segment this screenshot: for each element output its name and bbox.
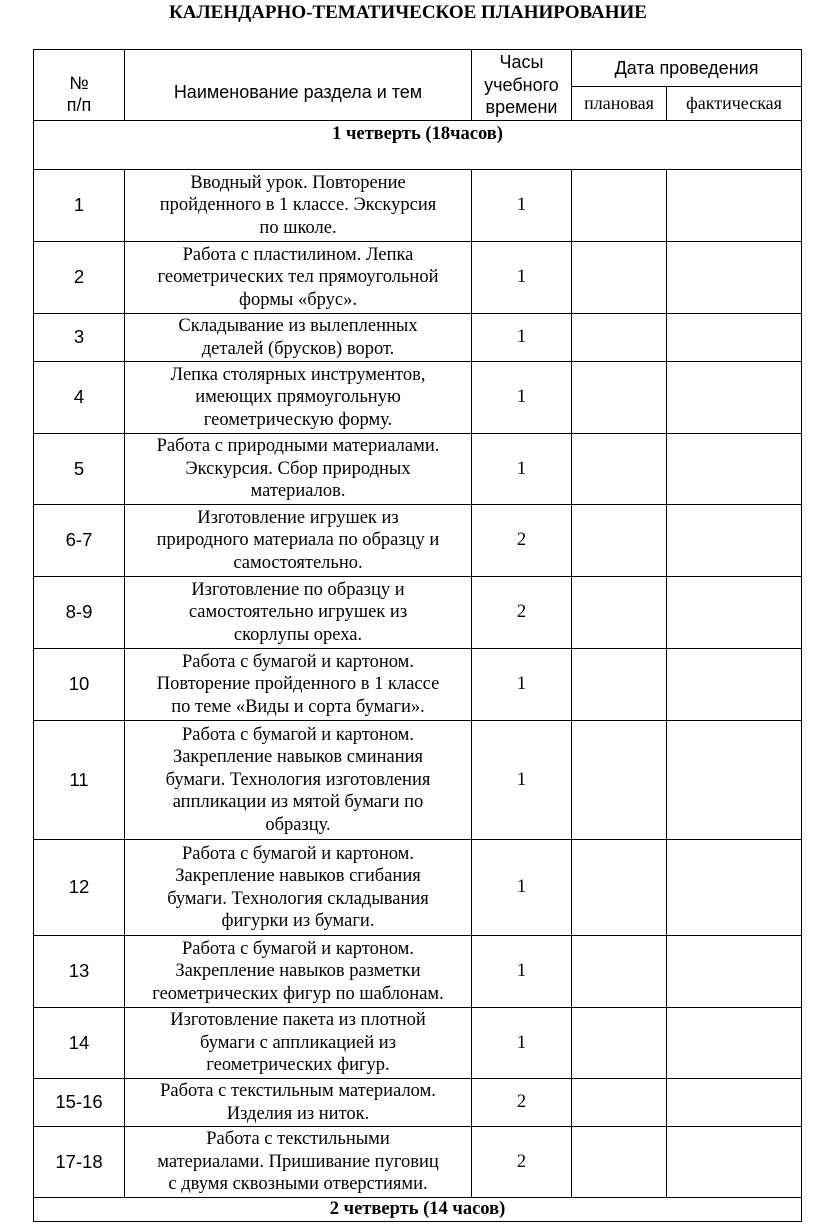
row-hours: 1	[472, 434, 572, 505]
topic-line: Закрепление навыков сгибания	[175, 866, 421, 886]
row-topic	[125, 434, 472, 505]
page-title: КАЛЕНДАРНО-ТЕМАТИЧЕСКОЕ ПЛАНИРОВАНИЕ	[169, 2, 647, 23]
row-topic	[125, 1008, 472, 1079]
row-number: 2	[34, 242, 125, 314]
table-row	[34, 649, 802, 721]
row-topic	[125, 362, 472, 434]
topic-line: самостоятельно.	[233, 552, 363, 573]
row-number: 14	[34, 1008, 125, 1079]
topic-line: Изготовление пакета из плотной	[170, 1010, 426, 1031]
topic-line: фигурки из бумаги.	[221, 911, 375, 931]
header-date: Дата проведения	[572, 50, 802, 87]
topic-line: формы «брус».	[239, 289, 357, 310]
row-planned-date	[572, 362, 667, 434]
row-hours: 1	[472, 840, 572, 936]
header-number-line: п/п	[66, 95, 92, 115]
row-topic	[125, 1079, 472, 1127]
topic-line: Работа с природными материалами.	[156, 436, 440, 457]
quarter-heading: 2 четверть (14 часов)	[34, 1198, 802, 1222]
topic-line: Закрепление навыков сминания	[172, 747, 424, 768]
row-actual-date	[667, 649, 802, 721]
row-topic	[125, 649, 472, 721]
row-number: 6-7	[34, 505, 125, 577]
row-actual-date	[667, 721, 802, 840]
topic-line: Работа с текстильным материалом.	[160, 1081, 436, 1101]
table-row	[34, 1127, 802, 1198]
row-actual-date	[667, 936, 802, 1008]
table-row	[34, 1008, 802, 1079]
row-actual-date	[667, 434, 802, 505]
topic-line: пройденного в 1 классе. Экскурсия	[159, 195, 437, 216]
topic-line: Работа с текстильными	[206, 1129, 390, 1150]
table-row	[34, 242, 802, 314]
row-actual-date	[667, 170, 802, 242]
topic-line: материалами. Пришивание пуговиц	[157, 1151, 439, 1172]
topic-line: геометрических фигур по шаблонам.	[152, 983, 444, 1004]
topic-line: по теме «Виды и сорта бумаги».	[171, 696, 425, 717]
topic-line: Изготовление игрушек из	[197, 507, 399, 528]
row-planned-date	[572, 721, 667, 840]
topic-line: бумаги. Технология изготовления	[165, 769, 431, 790]
row-actual-date	[667, 314, 802, 362]
row-number: 8-9	[34, 577, 125, 649]
table-row	[34, 936, 802, 1008]
row-number: 13	[34, 936, 125, 1008]
topic-line: скорлупы ореха.	[233, 624, 363, 645]
row-number: 1	[34, 170, 125, 242]
topic-line: бумаги. Технология складывания	[167, 888, 429, 909]
row-planned-date	[572, 314, 667, 362]
quarter-heading: 1 четверть (18часов)	[34, 121, 802, 170]
row-topic	[125, 1127, 472, 1198]
topic-line: Изготовление по образцу и	[191, 579, 405, 600]
row-hours: 2	[472, 505, 572, 577]
row-hours: 2	[472, 1079, 572, 1127]
row-topic	[125, 505, 472, 577]
row-hours: 1	[472, 314, 572, 362]
table-row	[34, 721, 802, 840]
topic-line: Лепка столярных инструментов,	[170, 364, 426, 385]
topic-line: бумаги с аппликацией из	[199, 1032, 397, 1053]
row-actual-date	[667, 840, 802, 936]
header-topic: Наименование раздела и тем	[125, 50, 472, 121]
row-actual-date	[667, 362, 802, 434]
table-row	[34, 362, 802, 434]
row-hours: 1	[472, 936, 572, 1008]
row-actual-date	[667, 242, 802, 314]
row-topic	[125, 840, 472, 936]
row-planned-date	[572, 577, 667, 649]
row-actual-date	[667, 577, 802, 649]
topic-line: Работа с бумагой и картоном.	[182, 724, 414, 745]
row-topic	[125, 936, 472, 1008]
planning-table	[33, 49, 802, 1222]
header-hours-line: времени	[485, 97, 558, 118]
table-row	[34, 577, 802, 649]
topic-line: Работа с пластилином. Лепка	[182, 244, 414, 265]
row-topic	[125, 577, 472, 649]
row-hours: 2	[472, 1127, 572, 1198]
row-number: 17-18	[34, 1127, 125, 1198]
row-number: 5	[34, 434, 125, 505]
row-planned-date	[572, 505, 667, 577]
topic-line: с двумя сквозными отверстиями.	[168, 1174, 428, 1195]
row-topic	[125, 170, 472, 242]
topic-line: материалов.	[250, 481, 346, 502]
row-planned-date	[572, 170, 667, 242]
header-number	[34, 50, 125, 121]
topic-line: по школе.	[259, 217, 337, 238]
topic-line: самостоятельно игрушек из	[188, 602, 408, 623]
row-actual-date	[667, 1008, 802, 1079]
row-hours: 2	[472, 577, 572, 649]
header-number-line: №	[69, 72, 89, 93]
row-actual-date	[667, 1079, 802, 1127]
topic-line: имеющих прямоугольную	[195, 387, 401, 408]
row-topic	[125, 721, 472, 840]
row-planned-date	[572, 1079, 667, 1127]
topic-line: образцу.	[265, 814, 331, 835]
row-number: 15-16	[34, 1079, 125, 1127]
table-row	[34, 434, 802, 505]
topic-line: аппликации из мятой бумаги по	[172, 792, 424, 813]
topic-line: Работа с бумагой и картоном.	[182, 938, 414, 959]
row-hours: 1	[472, 721, 572, 840]
row-planned-date	[572, 840, 667, 936]
topic-line: Экскурсия. Сбор природных	[185, 458, 411, 479]
topic-line: геометрических тел прямоугольной	[157, 267, 439, 288]
table-row	[34, 505, 802, 577]
table-row	[34, 1079, 802, 1127]
row-hours: 1	[472, 649, 572, 721]
header-hours	[472, 50, 572, 121]
topic-line: Работа с бумагой и картоном.	[182, 843, 414, 864]
row-hours: 1	[472, 362, 572, 434]
table-row	[34, 170, 802, 242]
topic-line: Вводный урок. Повторение	[190, 172, 406, 193]
row-hours: 1	[472, 1008, 572, 1079]
topic-line: Работа с бумагой и картоном.	[182, 651, 414, 672]
row-topic	[125, 242, 472, 314]
row-planned-date	[572, 936, 667, 1008]
row-actual-date	[667, 505, 802, 577]
header-hours-line: Часы	[499, 52, 544, 73]
row-number: 11	[34, 721, 125, 840]
topic-line: Закрепление навыков разметки	[175, 961, 421, 982]
row-planned-date	[572, 649, 667, 721]
row-topic	[125, 314, 472, 362]
row-hours: 1	[472, 242, 572, 314]
table-row	[34, 314, 802, 362]
topic-line: природного материала по образцу и	[156, 530, 440, 551]
row-number: 12	[34, 840, 125, 936]
topic-line: Повторение пройденного в 1 классе	[156, 674, 440, 695]
header-actual: фактическая	[667, 87, 802, 121]
topic-line: геометрическую форму.	[203, 409, 393, 430]
topic-line: геометрических фигур.	[206, 1055, 390, 1076]
row-planned-date	[572, 434, 667, 505]
topic-line: Изделия из ниток.	[226, 1103, 370, 1124]
row-planned-date	[572, 1127, 667, 1198]
row-number: 4	[34, 362, 125, 434]
row-planned-date	[572, 1008, 667, 1079]
table-row	[34, 840, 802, 936]
row-actual-date	[667, 1127, 802, 1198]
header-planned: плановая	[572, 87, 667, 121]
row-hours: 1	[472, 170, 572, 242]
row-planned-date	[572, 242, 667, 314]
header-hours-line: учебного	[484, 74, 559, 95]
row-number: 10	[34, 649, 125, 721]
topic-line: деталей (брусков) ворот.	[201, 338, 395, 359]
topic-line: Складывание из вылепленных	[178, 316, 418, 336]
row-number: 3	[34, 314, 125, 362]
